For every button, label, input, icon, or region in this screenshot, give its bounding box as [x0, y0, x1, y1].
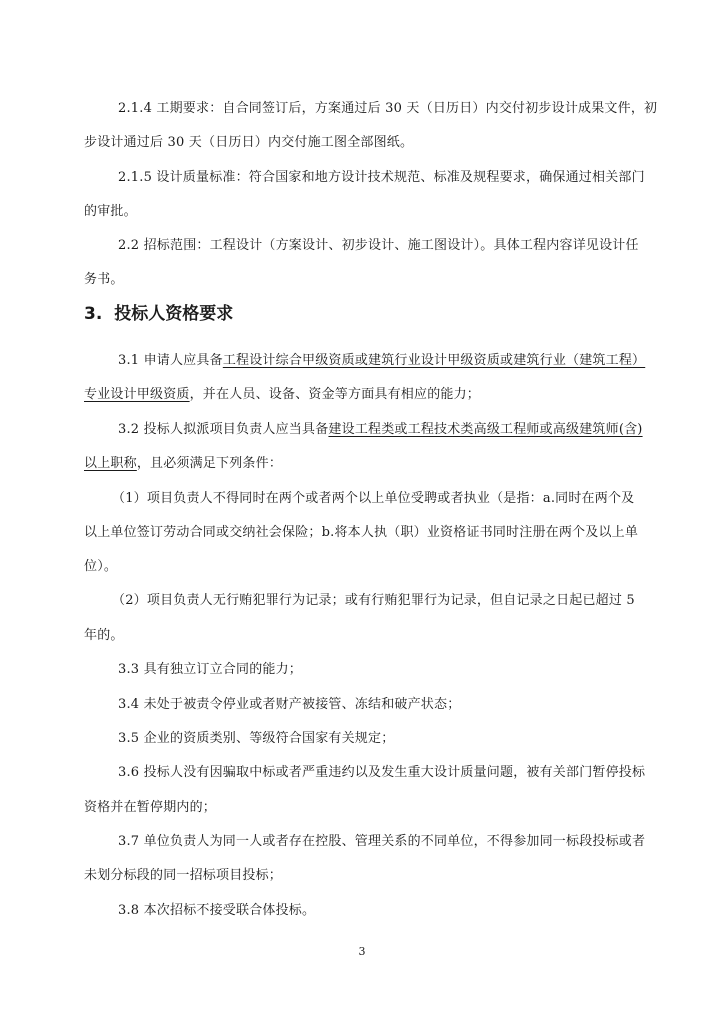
item-1-line-1: （1）项目负责人不得同时在两个或者两个以上单位受聘或者执业（是指：a.同时在两个及 [112, 491, 635, 506]
page-number: 3 [358, 945, 366, 958]
item-1-line-3: 位）。 [84, 559, 118, 574]
para-3-1-rest: ，并在人员、设备、资金等方面具有相应的能力； [189, 387, 481, 402]
item-1-line-2: 以上单位签订劳动合同或交纳社会保险；b.将本人执（职）业资格证书同时注册在两个及以上单 [84, 525, 639, 540]
para-3-1-line-1 [118, 353, 645, 369]
para-3-3: 3.3 具有独立订立合同的能力； [118, 662, 303, 677]
para-2-1-4-line-1: 2.1.4 工期要求：自合同签订后，方案通过后 30 天（日历日）内交付初步设计成果文件，初 [118, 101, 658, 116]
item-2-line-2: 年的。 [84, 628, 124, 643]
para-2-1-5-line-1: 2.1.5 设计质量标准：符合国家和地方设计技术规范、标准及规程要求，确保通过相关部门 [118, 170, 645, 185]
para-3-2-underlined-2: 以上职称 [84, 456, 137, 471]
para-3-7-line-2: 未划分标段的同一招标项目投标； [84, 868, 283, 883]
section-title: 投标人资格要求 [114, 304, 234, 324]
para-2-2-line-1: 2.2 招标范围：工程设计（方案设计、初步设计、施工图设计）。具体工程内容详见设计任 [118, 238, 639, 253]
para-3-1-underlined-1: 工程设计综合甲级资质或建筑行业设计甲级资质或建筑行业（建筑工程） [222, 353, 646, 368]
para-3-6-line-1: 3.6 投标人没有因骗取中标或者严重违约以及发生重大设计质量问题，被有关部门暂停投标 [118, 765, 646, 780]
para-2-1-5-line-2: 的审批。 [84, 204, 137, 219]
item-2-line-1: （2）项目负责人无行贿犯罪行为记录；或有行贿犯罪行为记录，但自记录之日起已超过 5 [112, 593, 635, 608]
para-3-8: 3.8 本次招标不接受联合体投标。 [118, 903, 316, 918]
para-2-2-line-2: 务书。 [84, 272, 124, 287]
para-3-2-underlined-1: 建设工程类或工程技术类高级工程师或高级建筑师(含) [328, 422, 643, 437]
section-heading [84, 304, 233, 324]
para-3-2-line-1 [118, 422, 643, 438]
para-3-6-line-2: 资格并在暂停期内的； [84, 800, 217, 815]
para-3-4: 3.4 未处于被责令停业或者财产被接管、冻结和破产状态； [118, 697, 461, 712]
para-3-1-line-2 [84, 387, 480, 403]
para-3-1-underlined-2: 专业设计甲级资质 [84, 387, 190, 402]
para-2-1-4-line-2: 步设计通过后 30 天（日历日）内交付施工图全部图纸。 [84, 135, 414, 150]
section-number: 3. [84, 304, 103, 324]
para-3-1-prefix: 3.1 申请人应具备 [118, 353, 223, 368]
para-3-2-line-2 [84, 456, 282, 472]
para-3-2-prefix: 3.2 投标人拟派项目负责人应当具备 [118, 422, 329, 437]
para-3-5: 3.5 企业的资质类别、等级符合国家有关规定； [118, 731, 395, 746]
para-3-2-rest: ，且必须满足下列条件： [136, 456, 283, 471]
para-3-7-line-1: 3.7 单位负责人为同一人或者存在控股、管理关系的不同单位，不得参加同一标段投标或者 [118, 834, 646, 849]
